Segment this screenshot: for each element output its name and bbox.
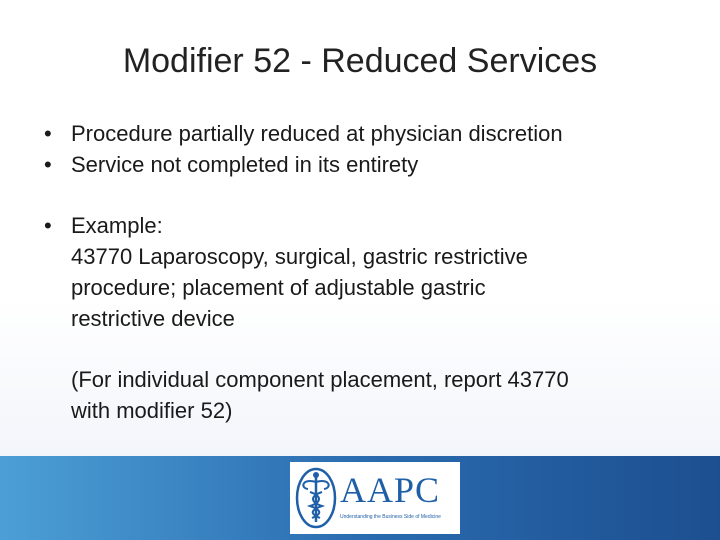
example-line: procedure; placement of adjustable gastric — [71, 275, 486, 300]
example-line: 43770 Laparoscopy, surgical, gastric restrictive — [71, 244, 528, 269]
bullet-item — [44, 149, 684, 180]
bullet-marker: • — [44, 213, 52, 238]
example-bullet — [44, 210, 684, 334]
bullet-marker: • — [44, 121, 52, 146]
note-line: with modifier 52) — [71, 398, 233, 423]
note-line: (For individual component placement, report 43770 — [71, 367, 569, 392]
logo-tagline: Understanding the Business Side of Medicine — [340, 514, 441, 520]
bullet-list — [44, 118, 684, 426]
bullet-text: Service not completed in its entirety — [71, 152, 419, 177]
bullet-item — [44, 118, 684, 149]
caduceus-icon — [294, 466, 338, 530]
example-content — [71, 210, 684, 334]
example-label: Example: — [71, 213, 163, 238]
example-note — [44, 364, 684, 426]
footer-bar — [0, 456, 720, 540]
bullet-marker: • — [44, 152, 52, 177]
aapc-logo — [290, 462, 460, 534]
example-line: restrictive device — [71, 306, 235, 331]
slide-title: Modifier 52 - Reduced Services — [122, 42, 598, 80]
logo-wordmark: AAPC — [340, 470, 441, 510]
bullet-text: Procedure partially reduced at physician discretion — [71, 121, 563, 146]
